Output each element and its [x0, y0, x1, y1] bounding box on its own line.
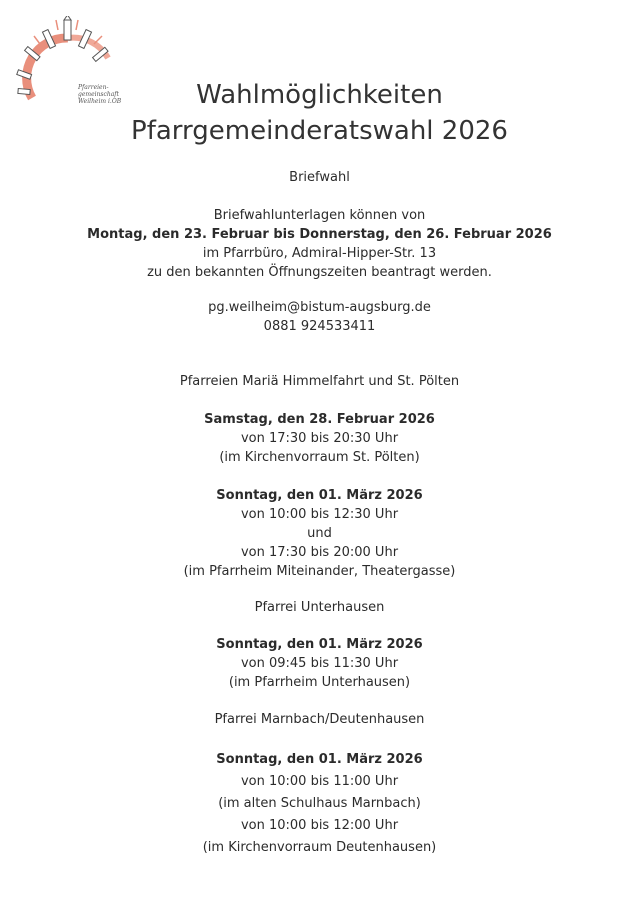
contact-phone[interactable]: 0881 924533411	[263, 319, 376, 334]
briefwahl-heading: Briefwahl	[289, 170, 350, 185]
briefwahl-heading-block	[0, 168, 639, 187]
section3-date: Sonntag, den 01. März 2026	[216, 752, 423, 767]
briefwahl-dates: Montag, den 23. Februar bis Donnerstag, den 26. Februar 2026	[87, 227, 552, 242]
briefwahl-intro: Briefwahlunterlagen können von	[213, 208, 426, 223]
briefwahl-info	[0, 206, 639, 282]
page-title-line2: Pfarrgemeinderatswahl 2026	[131, 116, 508, 146]
contact-email[interactable]: pg.weilheim@bistum-augsburg.de	[208, 300, 431, 315]
section2-place: (im Pfarrheim Unterhausen)	[228, 675, 411, 690]
section1-sun-and: und	[307, 526, 332, 541]
section2-sunday	[0, 635, 639, 692]
section3-place1: (im alten Schulhaus Marnbach)	[218, 796, 421, 811]
section1-saturday	[0, 410, 639, 467]
section2-heading-block	[0, 598, 639, 617]
section3-time1: von 10:00 bis 11:00 Uhr	[240, 774, 399, 789]
section1-sun-time2: von 17:30 bis 20:00 Uhr	[240, 545, 399, 560]
section2-time: von 09:45 bis 11:30 Uhr	[240, 656, 399, 671]
section3-sunday	[0, 749, 639, 859]
page-title-line1: Wahlmöglichkeiten	[196, 80, 443, 110]
section3-heading-block	[0, 710, 639, 729]
section1-sun-time1: von 10:00 bis 12:30 Uhr	[240, 507, 399, 522]
briefwahl-location: im Pfarrbüro, Admiral-Hipper-Str. 13	[202, 246, 437, 261]
logo-line: gemeinschaft	[78, 91, 119, 98]
briefwahl-note: zu den bekannten Öffnungszeiten beantragt werden.	[147, 265, 492, 280]
section3-heading: Pfarrei Marnbach/Deutenhausen	[214, 712, 425, 727]
section1-sat-date: Samstag, den 28. Februar 2026	[204, 412, 435, 427]
section1-sunday	[0, 486, 639, 581]
section1-sun-date: Sonntag, den 01. März 2026	[216, 488, 423, 503]
section1-sun-place: (im Pfarrheim Miteinander, Theatergasse)	[183, 564, 456, 579]
section3-time2: von 10:00 bis 12:00 Uhr	[240, 818, 399, 833]
section2-date: Sonntag, den 01. März 2026	[216, 637, 423, 652]
logo-line: Pfarreien-	[78, 84, 109, 91]
section3-place2: (im Kirchenvorraum Deutenhausen)	[202, 840, 437, 855]
logo-line: Weilheim i.OB	[78, 98, 122, 105]
section1-sat-place: (im Kirchenvorraum St. Pölten)	[219, 450, 420, 465]
section2-heading: Pfarrei Unterhausen	[254, 600, 385, 615]
section1-heading: Pfarreien Mariä Himmelfahrt und St. Pölten	[179, 374, 460, 389]
contact-block	[0, 298, 639, 336]
section1-sat-time: von 17:30 bis 20:30 Uhr	[240, 431, 399, 446]
section1-heading-block	[0, 372, 639, 391]
